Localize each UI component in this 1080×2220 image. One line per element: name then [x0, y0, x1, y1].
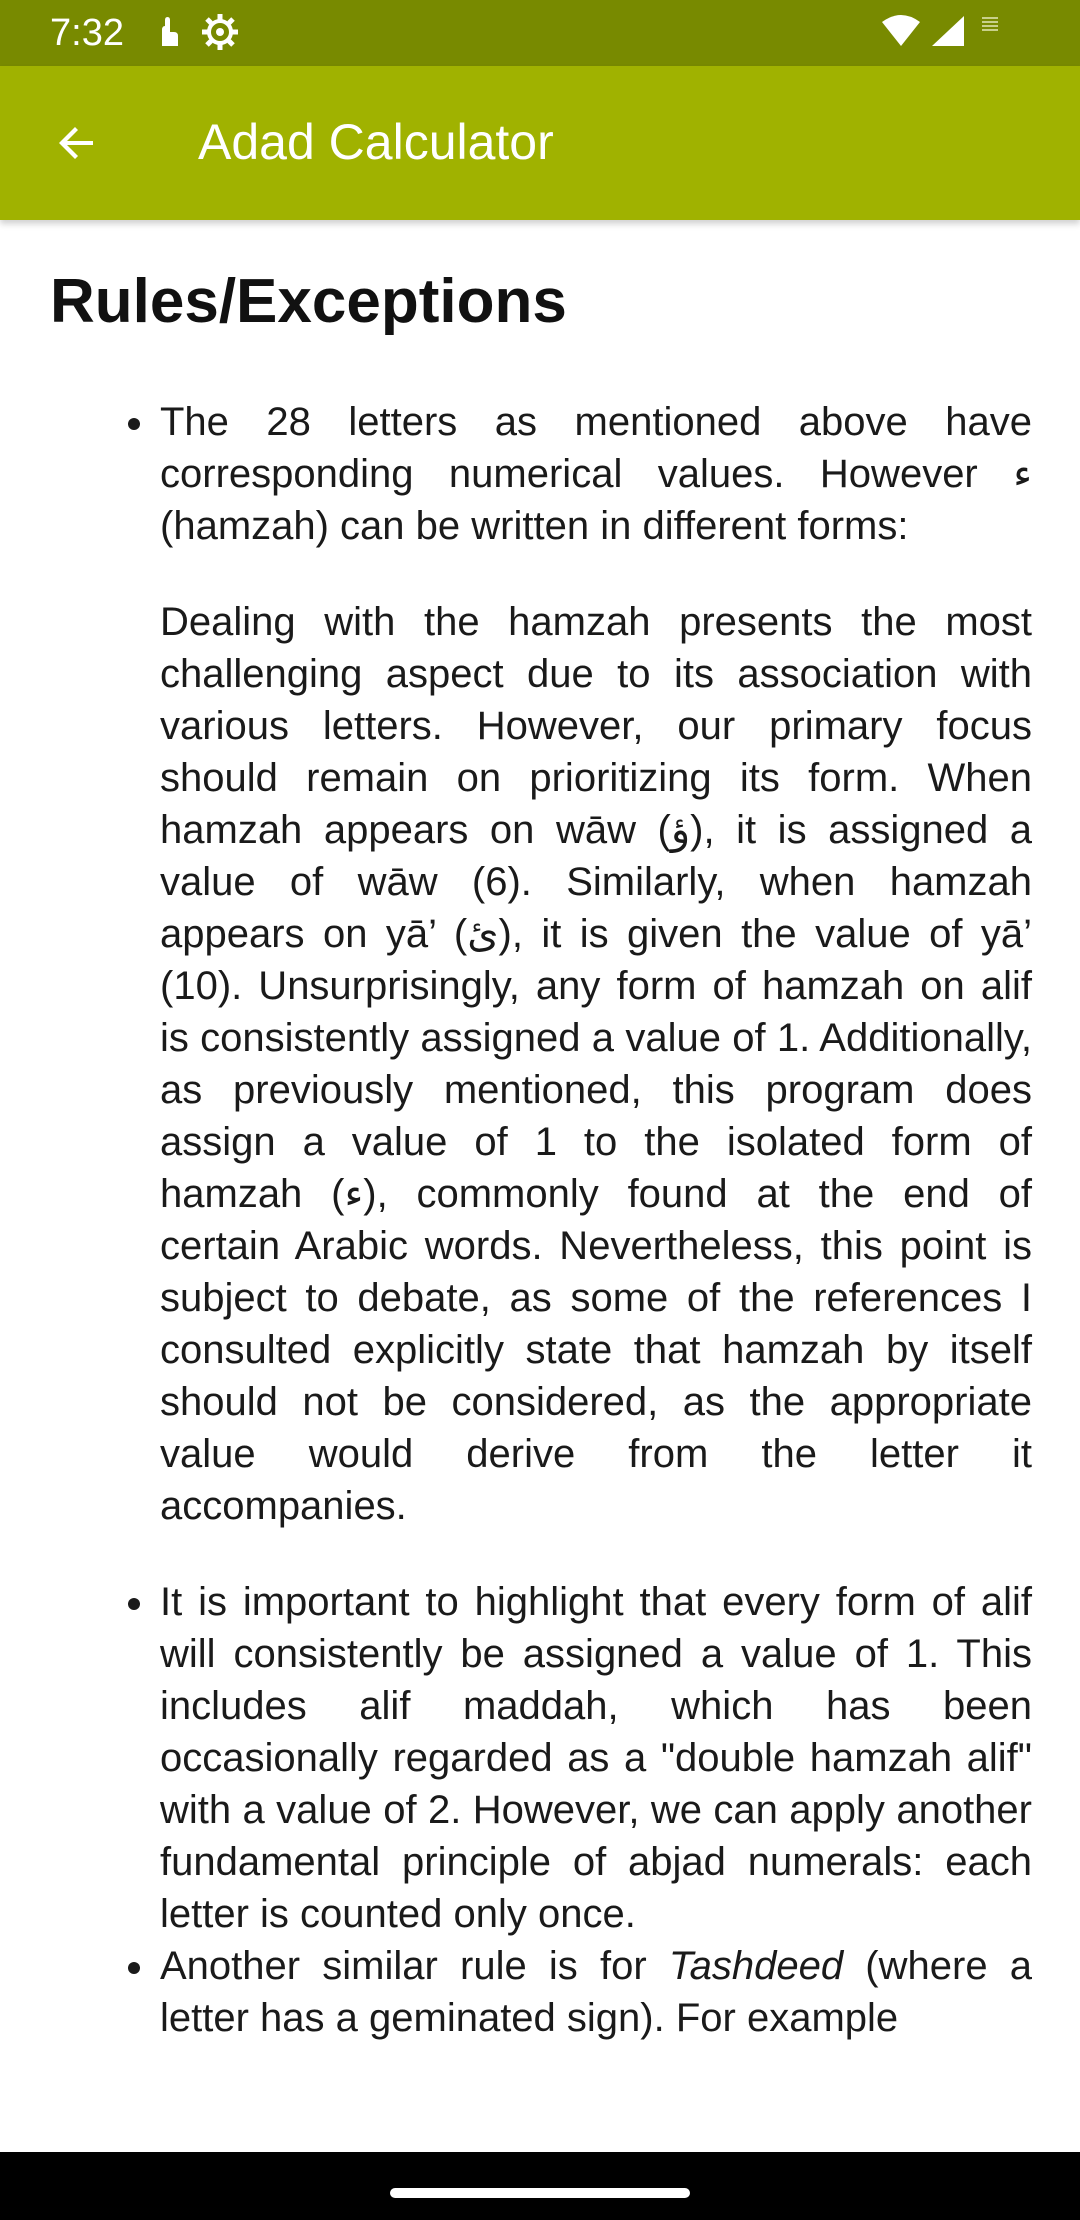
status-time: 7:32 [50, 12, 124, 54]
home-gesture-handle[interactable] [390, 2188, 690, 2198]
rule-item-alif [160, 1576, 1032, 1940]
wifi-icon [880, 12, 920, 52]
app-title: Adad Calculator [198, 114, 554, 170]
notification-icon [980, 14, 1000, 34]
content-scroll-area[interactable] [0, 220, 1080, 2152]
settings-gear-icon [200, 12, 240, 52]
navigation-bar [0, 2152, 1080, 2220]
rule-paragraph: Another similar rule is for Tashdeed (where a letter has a geminated sign). For example [160, 1944, 1032, 2040]
rule-paragraph-detail: Dealing with the hamzah presents the most challenging aspect due to its association with various letters. However, our primary focus should remain on prioritizing its form. When hamzah appears on wāw (ؤ), it is assigned a value of wāw (6). Similarly, when hamzah appears on yā’ (ئ), it is given the value of yā’ (10). Unsurprisingly, any form of hamzah on alif is consistently assigned a value of 1. Additionally, as previously mentioned, this program does assign a value of 1 to the isolated form of hamzah (ء), commonly found at the end of certain Arabic words. Nevertheless, this point is subject to debate, as some of the references I consulted explicitly state that hamzah by itself should not be considered, as the appropriate value would derive from the letter it accompanies. [160, 600, 1033, 1528]
cell-signal-icon [928, 12, 968, 52]
status-bar [0, 0, 1080, 66]
page-heading: Rules/Exceptions [50, 267, 567, 336]
rules-list [0, 396, 1080, 2044]
app-bar [0, 66, 1080, 220]
rule-item-tashdeed [160, 1940, 1032, 2044]
rule-paragraph: The 28 letters as mentioned above have corresponding numerical values. However ء (hamzah) can be written in different forms: [160, 400, 1032, 548]
rule-item-hamzah [160, 396, 1032, 1532]
arrow-back-icon [53, 119, 101, 167]
back-button[interactable] [34, 110, 120, 176]
hand-icon [148, 12, 188, 52]
rule-paragraph: It is important to highlight that every form of alif will consistently be assigned a value of 1. This includes alif maddah, which has been occasionally regarded as a "double hamzah alif" with a value of 2. However, we can apply another fundamental principle of abjad numerals: each letter is counted only once. [160, 1580, 1032, 1936]
